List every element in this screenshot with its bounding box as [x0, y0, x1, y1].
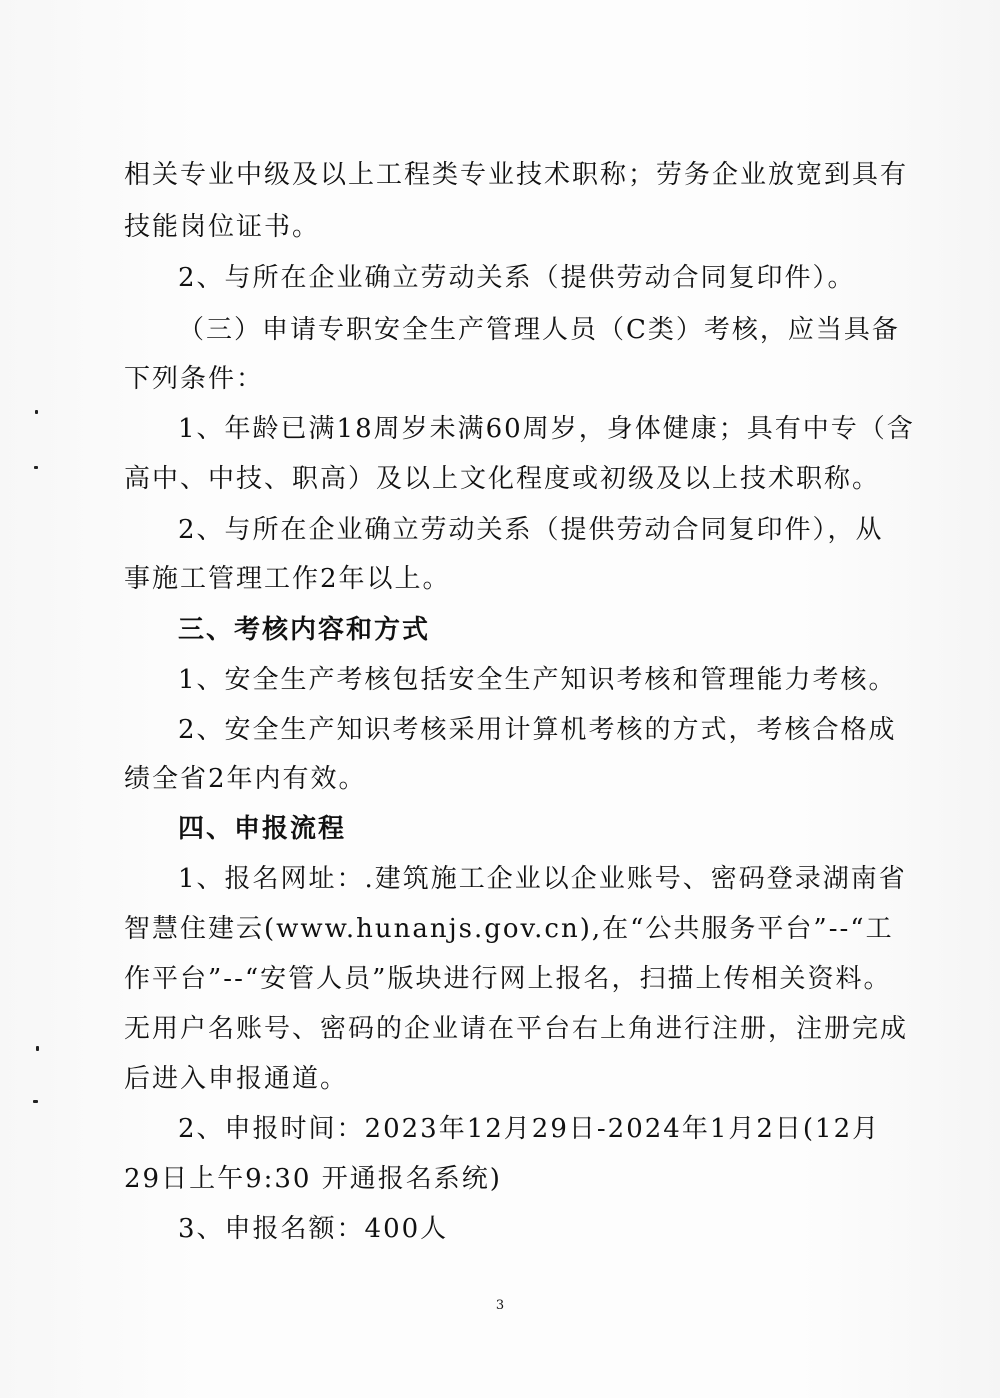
text-line: 2、与所在企业确立劳动关系（提供劳动合同复印件）。: [178, 263, 856, 293]
scan-mark: [33, 1100, 38, 1103]
section-heading: 三、考核内容和方式: [178, 615, 431, 645]
text-line: 29日上午9:30 开通报名系统): [124, 1164, 502, 1194]
text-line: 智慧住建云(www.hunanjs.gov.cn),在“公共服务平台”--“工: [124, 914, 894, 944]
page-number: 3: [495, 1298, 505, 1313]
text-line: 1、安全生产考核包括安全生产知识考核和管理能力考核。: [178, 665, 897, 695]
text-line: 3、申报名额：400人: [178, 1214, 449, 1244]
scan-mark: [36, 1046, 39, 1051]
text-line: 绩全省2年内有效。: [124, 764, 367, 794]
text-line: 下列条件：: [124, 364, 265, 394]
text-line: 高中、中技、职高）及以上文化程度或初级及以上技术职称。: [124, 464, 881, 494]
text-line: 2、安全生产知识考核采用计算机考核的方式，考核合格成: [178, 715, 897, 745]
section-heading: 四、申报流程: [178, 814, 347, 844]
text-line: 相关专业中级及以上工程类专业技术职称；劳务企业放宽到具有: [124, 160, 909, 190]
text-line: 后进入申报通道。: [124, 1064, 349, 1094]
text-line: （三）申请专职安全生产管理人员（C类）考核，应当具备: [178, 315, 900, 345]
text-line: 2、与所在企业确立劳动关系（提供劳动合同复印件），从: [178, 515, 884, 545]
scan-mark: [34, 466, 38, 469]
text-line: 事施工管理工作2年以上。: [124, 564, 451, 594]
text-line: 技能岗位证书。: [124, 212, 321, 242]
scan-mark: [35, 410, 38, 414]
text-line: 1、年龄已满18周岁未满60周岁，身体健康；具有中专（含: [178, 414, 915, 444]
text-line: 作平台”--“安管人员”版块进行网上报名，扫描上传相关资料。: [124, 964, 892, 994]
text-line: 2、申报时间：2023年12月29日-2024年1月2日(12月: [178, 1114, 881, 1144]
text-line: 无用户名账号、密码的企业请在平台右上角进行注册，注册完成: [124, 1014, 909, 1044]
text-line: 1、报名网址：.建筑施工企业以企业账号、密码登录湖南省: [178, 864, 907, 894]
